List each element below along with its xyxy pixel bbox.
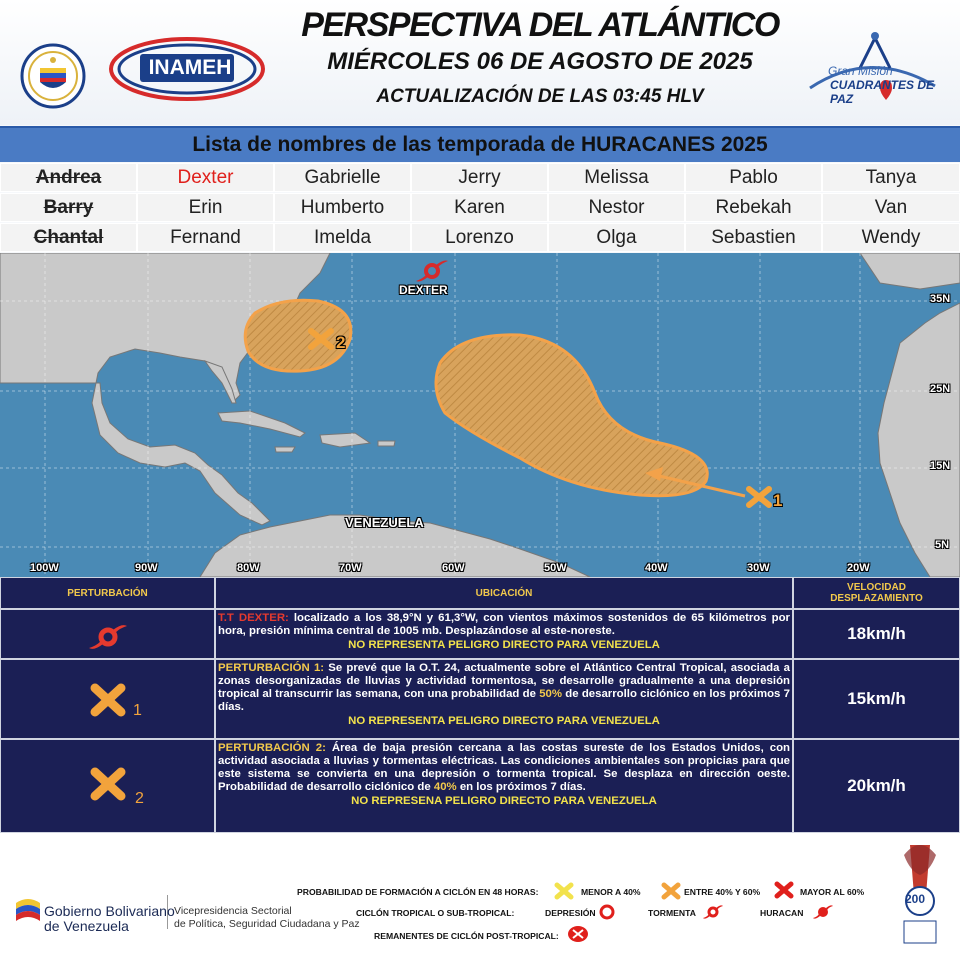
row-d1-number: 1 [133, 702, 142, 719]
legend-low-marker-icon [553, 882, 575, 900]
legend-dep-label: DEPRESIÓN [545, 908, 596, 918]
legend-high-marker-icon [773, 881, 795, 899]
name-cell-active: Dexter [137, 163, 274, 192]
name-cell: Erin [137, 193, 274, 222]
disturbance-2-area [245, 300, 351, 371]
remnant-icon [566, 924, 590, 944]
row-d1-warning: NO REPRESENTA PELIGRO DIRECTO PARA VENEZUELA [348, 715, 660, 727]
page-date: MIÉRCOLES 06 DE AGOSTO DE 2025 [327, 48, 753, 75]
disturbance-2-number: 2 [336, 333, 346, 352]
name-cell: Olga [548, 223, 685, 252]
legend-storm-label: TORMENTA [648, 908, 696, 918]
lat-label: 35N [930, 293, 951, 305]
name-cell: Pablo [685, 163, 822, 192]
gov-line2: de Venezuela [44, 918, 129, 934]
lon-label: 80W [237, 562, 260, 574]
name-cell: Melissa [548, 163, 685, 192]
legend-hurr-label: HURACAN [760, 908, 804, 918]
name-cell: Jerry [411, 163, 548, 192]
header-velocidad: VELOCIDAD DESPLAZAMIENTO [793, 577, 960, 609]
gran-mision-line2: CUADRANTES DE PAZ [830, 78, 935, 106]
name-cell: Gabrielle [274, 163, 411, 192]
row-d2-description: Área de baja presión cercana a las costas sureste de los Estados Unidos, con actividad asociada a lluvias y tormentas eléctricas. Las condiciones ambientales son propicias para que este sistema se convierta en una depresión o tormenta tropical. Se desplaza en dirección oeste. Probabilidad de desarrollo ciclónico de [218, 742, 791, 793]
names-title: Lista de nombres de las temporada de HURACANES 2025 [192, 133, 768, 156]
legend-high-label: MAYOR AL 60% [800, 887, 865, 897]
names-grid [0, 163, 960, 253]
lat-label: 5N [935, 539, 950, 551]
row-d1-speed: 15km/h [793, 659, 960, 739]
legend-mid-label: ENTRE 40% Y 60% [684, 887, 761, 897]
hurricane-icon [813, 903, 833, 921]
disturbance-marker-icon [1, 740, 216, 834]
legend-low-label: MENOR A 40% [581, 887, 641, 897]
row-d2-probability: 40% [433, 781, 457, 793]
row-d1-description: Se prevé que la O.T. 24, actualmente sobre el Atlántico Central Tropical, asociada a zonas desorganizadas de lluvias y actividad tormentosa, se desarrolle gradualmente a una depresión tropical al transcurrir las semana, con una probabilidad de [218, 662, 790, 700]
update-time: ACTUALIZACIÓN DE LAS 03:45 HLV [376, 86, 704, 107]
map-graphic [0, 253, 960, 577]
header-ubicacion: UBICACIÓN [215, 577, 793, 609]
disturbance-marker-icon [1, 660, 216, 740]
name-cell: Tanya [822, 163, 960, 192]
legend-remnant-label: REMANENTES DE CICLÓN POST-TROPICAL: [374, 931, 559, 941]
row-d2-number: 2 [135, 790, 144, 807]
row-dexter-speed: 18km/h [793, 609, 960, 659]
row-dexter-icon-cell [0, 609, 215, 659]
legend-type-label: CICLÓN TROPICAL O SUB-TROPICAL: [356, 908, 515, 918]
name-cell: Karen [411, 193, 548, 222]
row-d1-description-end: de desarrollo ciclónico en los próximos 7 días. [218, 688, 790, 713]
row-d1-label: PERTURBACIÓN 1: [218, 662, 325, 674]
inameh-logo-text: INAMEH [148, 56, 232, 79]
name-cell: Sebastien [685, 223, 822, 252]
tropical-storm-icon [703, 903, 723, 921]
storm-label: DEXTER [399, 283, 448, 297]
disturbance-table [0, 577, 960, 833]
vp-line1: Vicepresidencia Sectorial [174, 905, 292, 917]
lon-label: 40W [645, 562, 668, 574]
row-d2-speed: 20km/h [793, 739, 960, 833]
atlantic-map [0, 253, 960, 577]
row-d2-description-end: en los próximos 7 días. [459, 781, 586, 793]
row-d2-label: PERTURBACIÓN 2: [218, 742, 326, 754]
lon-label: 100W [30, 562, 59, 574]
gov-line1: Gobierno Bolivariano [44, 903, 175, 919]
name-cell: Fernand [137, 223, 274, 252]
jamaica-land [275, 447, 295, 452]
names-title-bar [0, 126, 960, 162]
name-cell: Humberto [274, 193, 411, 222]
badge-number: 200 [905, 892, 926, 906]
lon-label: 60W [442, 562, 465, 574]
page-title: PERSPECTIVA DEL ATLÁNTICO [301, 6, 779, 44]
row-d1-icon-cell [0, 659, 215, 739]
vp-line2: de Política, Seguridad Ciudadana y Paz [174, 918, 360, 930]
row-dexter-description: localizado a los 38,9°N y 61,3°W, con vientos máximos sostenidos de 65 kilómetros por hora, presión mínima central de 1005 mb. Desplazándose al este-noreste. [218, 612, 790, 637]
row-dexter-label: T.T DEXTER: [218, 612, 289, 624]
row-d1-text [218, 662, 790, 728]
header [0, 0, 960, 125]
venezuela-flag-logo [14, 895, 42, 925]
header-perturbacion: PERTURBACIÓN [0, 577, 215, 609]
lon-label: 50W [544, 562, 567, 574]
name-cell: Nestor [548, 193, 685, 222]
row-d2-icon-cell [0, 739, 215, 833]
row-dexter-text [218, 612, 790, 652]
name-cell: Chantal [0, 223, 137, 252]
storm-icon [1, 610, 216, 660]
row-d1-probability: 50% [539, 688, 563, 700]
disturbance-1-number: 1 [773, 491, 783, 510]
country-label: VENEZUELA [345, 515, 424, 530]
lat-label: 25N [930, 383, 951, 395]
row-d2-text [218, 742, 790, 808]
lon-label: 70W [339, 562, 362, 574]
name-cell: Rebekah [685, 193, 822, 222]
row-d2-warning: NO REPRESENA PELIGRO DIRECTO PARA VENEZUELA [351, 795, 657, 807]
name-cell: Lorenzo [411, 223, 548, 252]
lon-label: 20W [847, 562, 870, 574]
row-dexter-warning: NO REPRESENTA PELIGRO DIRECTO PARA VENEZUELA [348, 639, 660, 651]
name-cell: Van [822, 193, 960, 222]
puerto-rico-land [378, 441, 395, 446]
depression-icon [598, 903, 616, 921]
name-cell: Wendy [822, 223, 960, 252]
legend-mid-marker-icon [660, 882, 682, 900]
legend-prob-label: PROBABILIDAD DE FORMACIÓN A CICLÓN EN 48 HORAS: [297, 887, 539, 897]
lon-label: 90W [135, 562, 158, 574]
lat-label: 15N [930, 460, 951, 472]
gran-mision-line1: Gran Misión [828, 64, 893, 78]
name-cell: Andrea [0, 163, 137, 192]
name-cell: Imelda [274, 223, 411, 252]
name-cell: Barry [0, 193, 137, 222]
lon-label: 30W [747, 562, 770, 574]
